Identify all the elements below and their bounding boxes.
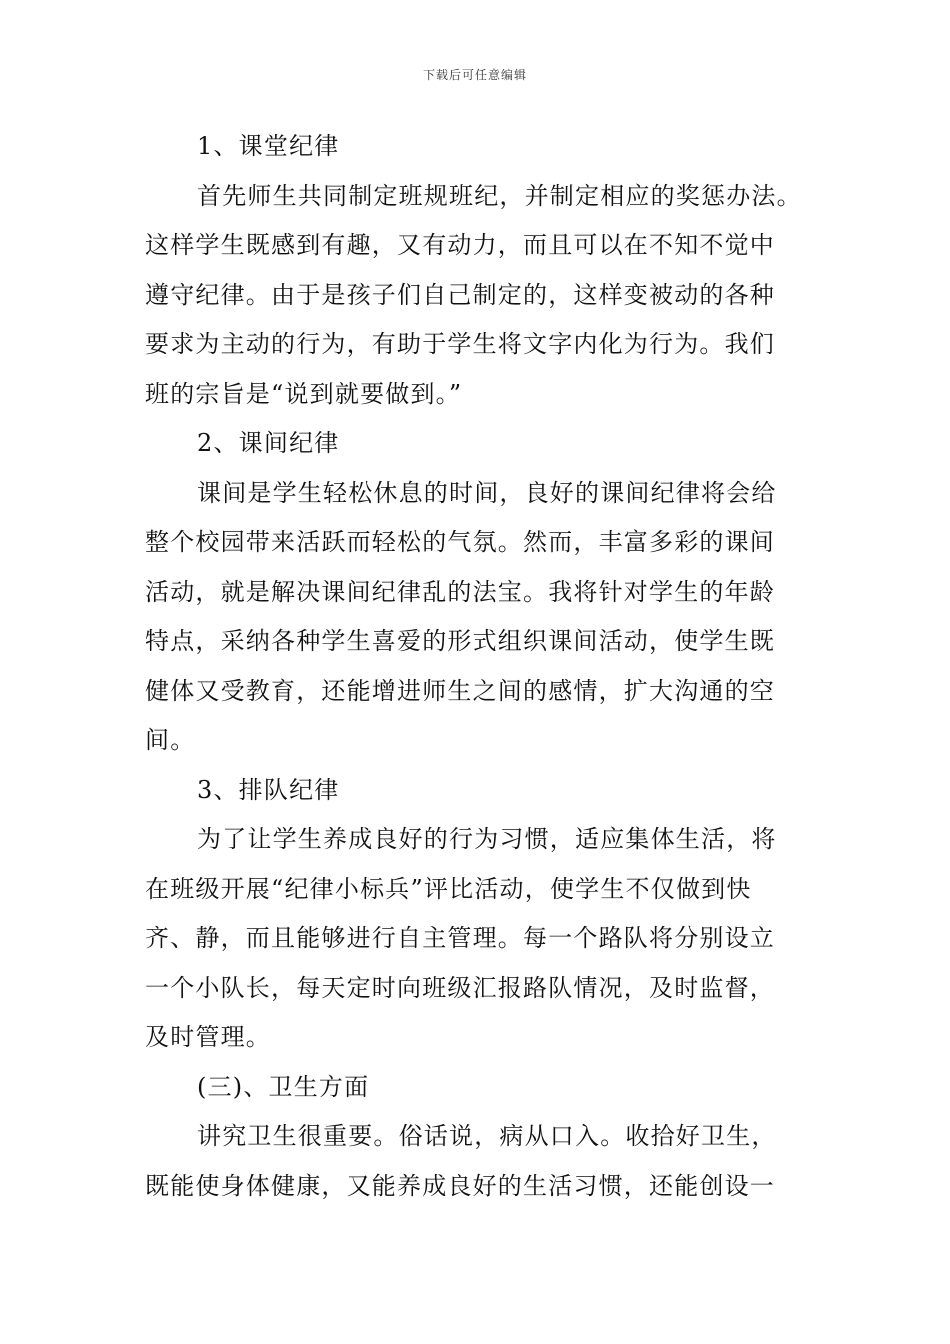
section-heading: (三)、卫生方面 <box>197 1072 370 1101</box>
paragraph-line: 整个校园带来活跃而轻松的气氛。然而，丰富多彩的课间 <box>145 528 775 556</box>
paragraph-line: 首先师生共同制定班规班纪，并制定相应的奖惩办法。 <box>197 181 802 210</box>
section-heading: 1、课堂纪律 <box>197 132 340 160</box>
paragraph-line: 为了让学生养成良好的行为习惯，适应集体生活，将 <box>197 825 777 853</box>
paragraph-line: 遵守纪律。由于是孩子们自己制定的，这样变被动的各种 <box>145 280 775 309</box>
paragraph-line: 健体又受教育，还能增进师生之间的感情，扩大沟通的空 <box>145 676 775 705</box>
paragraph-line: 在班级开展“纪律小标兵”评比活动，使学生不仅做到快 <box>145 874 752 903</box>
paragraph-line: 活动，就是解决课间纪律乱的法宝。我将针对学生的年龄 <box>145 577 775 606</box>
paragraph-line: 一个小队长，每天定时向班级汇报路队情况，及时监督， <box>145 973 775 1002</box>
paragraph-line: 特点，采纳各种学生喜爱的形式组织课间活动，使学生既 <box>145 627 775 655</box>
section-heading: 3、排队纪律 <box>197 775 340 804</box>
document-body <box>145 122 810 1211</box>
paragraph-line: 这样学生既感到有趣，又有动力，而且可以在不知不觉中 <box>145 231 775 259</box>
header-note: 下载后可任意编辑 <box>422 68 527 82</box>
paragraph-line: 齐、静，而且能够进行自主管理。每一个路队将分别设立 <box>145 924 775 952</box>
paragraph-line: 及时管理。 <box>145 1023 271 1051</box>
paragraph-line: 既能使身体健康，又能养成良好的生活习惯，还能创设一 <box>145 1171 775 1200</box>
paragraph-line: 要求为主动的行为，有助于学生将文字内化为行为。我们 <box>145 330 775 358</box>
paragraph-line: 间。 <box>145 726 196 754</box>
paragraph-line: 讲究卫生很重要。俗话说，病从口入。收拾好卫生， <box>197 1122 777 1150</box>
paragraph-line: 班的宗旨是“说到就要做到。” <box>145 379 463 408</box>
section-heading: 2、课间纪律 <box>197 429 340 457</box>
paragraph-line: 课间是学生轻松休息的时间，良好的课间纪律将会给 <box>197 478 777 507</box>
